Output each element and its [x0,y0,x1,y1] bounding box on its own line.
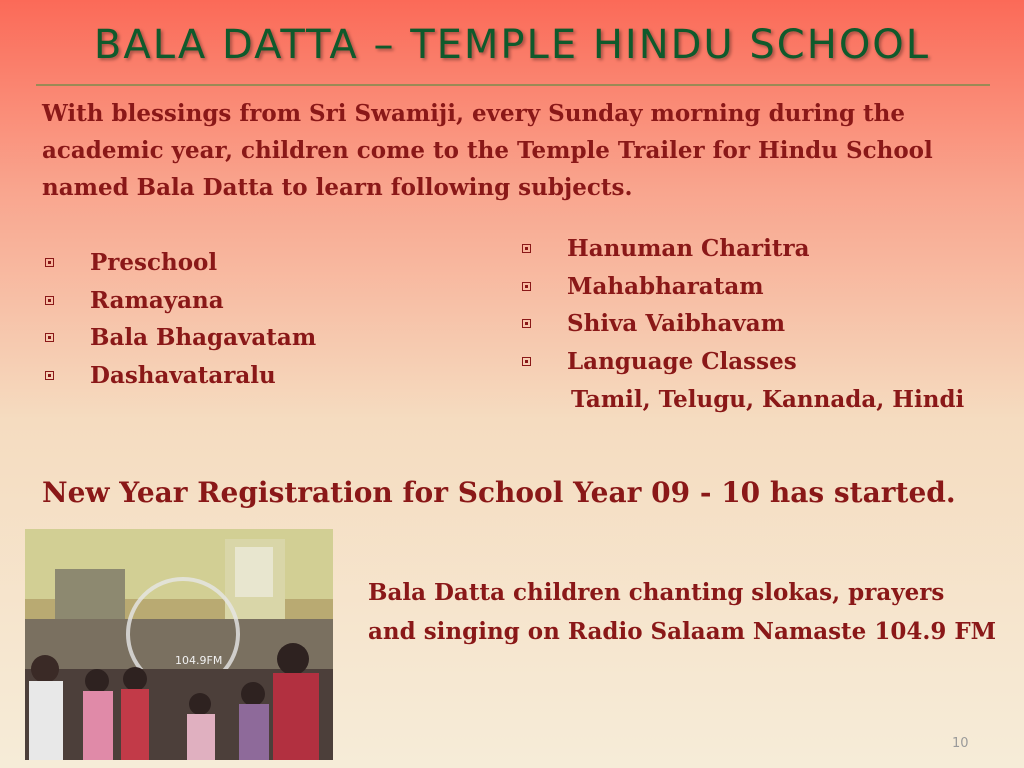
intro-paragraph: With blessings from Sri Swamiji, every Sunday morning during the academic year, children come to the Temple Trailer for Hindu School named Bala Datta to learn following subjects. [42,100,933,201]
page-number: 10 [952,736,969,751]
subject-label: Dashavataralu [90,361,276,389]
photo-illustration [25,529,333,760]
square-bullet-icon [45,333,54,342]
registration-notice: New Year Registration for School Year 09 - 10 has started. [42,476,956,509]
list-item [519,268,809,306]
photo-caption [368,573,1008,651]
list-item [42,244,316,282]
square-bullet-icon [45,296,54,305]
square-bullet-icon [522,282,531,291]
photo-caption-line: Bala Datta children chanting slokas, prayers [368,579,945,606]
square-bullet-icon [522,244,531,253]
photo-sign-text: 104.9FM [175,654,223,667]
list-item [42,319,316,357]
square-bullet-icon [522,319,531,328]
subject-label: Mahabharatam [567,272,764,300]
subject-label: Ramayana [90,286,224,314]
list-item [519,305,809,343]
slide-title: BALA DATTA – TEMPLE HINDU SCHOOL [93,22,931,68]
list-item [42,357,316,395]
subject-label: Preschool [90,249,218,276]
list-item [519,343,809,381]
square-bullet-icon [45,258,54,267]
subject-label: Shiva Vaibhavam [567,310,786,337]
square-bullet-icon [522,357,531,366]
square-bullet-icon [45,371,54,380]
radio-studio-photo [25,529,333,760]
subject-label: Hanuman Charitra [567,235,810,262]
list-item [519,230,809,268]
photo-caption-line: and singing on Radio Salaam Namaste 104.9 FM [368,618,997,645]
title-divider [36,84,990,86]
subject-label: Language Classes [567,347,797,375]
subject-list-left [42,244,316,394]
subject-label: Bala Bhagavatam [90,324,317,351]
language-list: Tamil, Telugu, Kannada, Hindi [571,386,965,413]
subject-list-right [519,230,809,380]
list-item [42,282,316,320]
